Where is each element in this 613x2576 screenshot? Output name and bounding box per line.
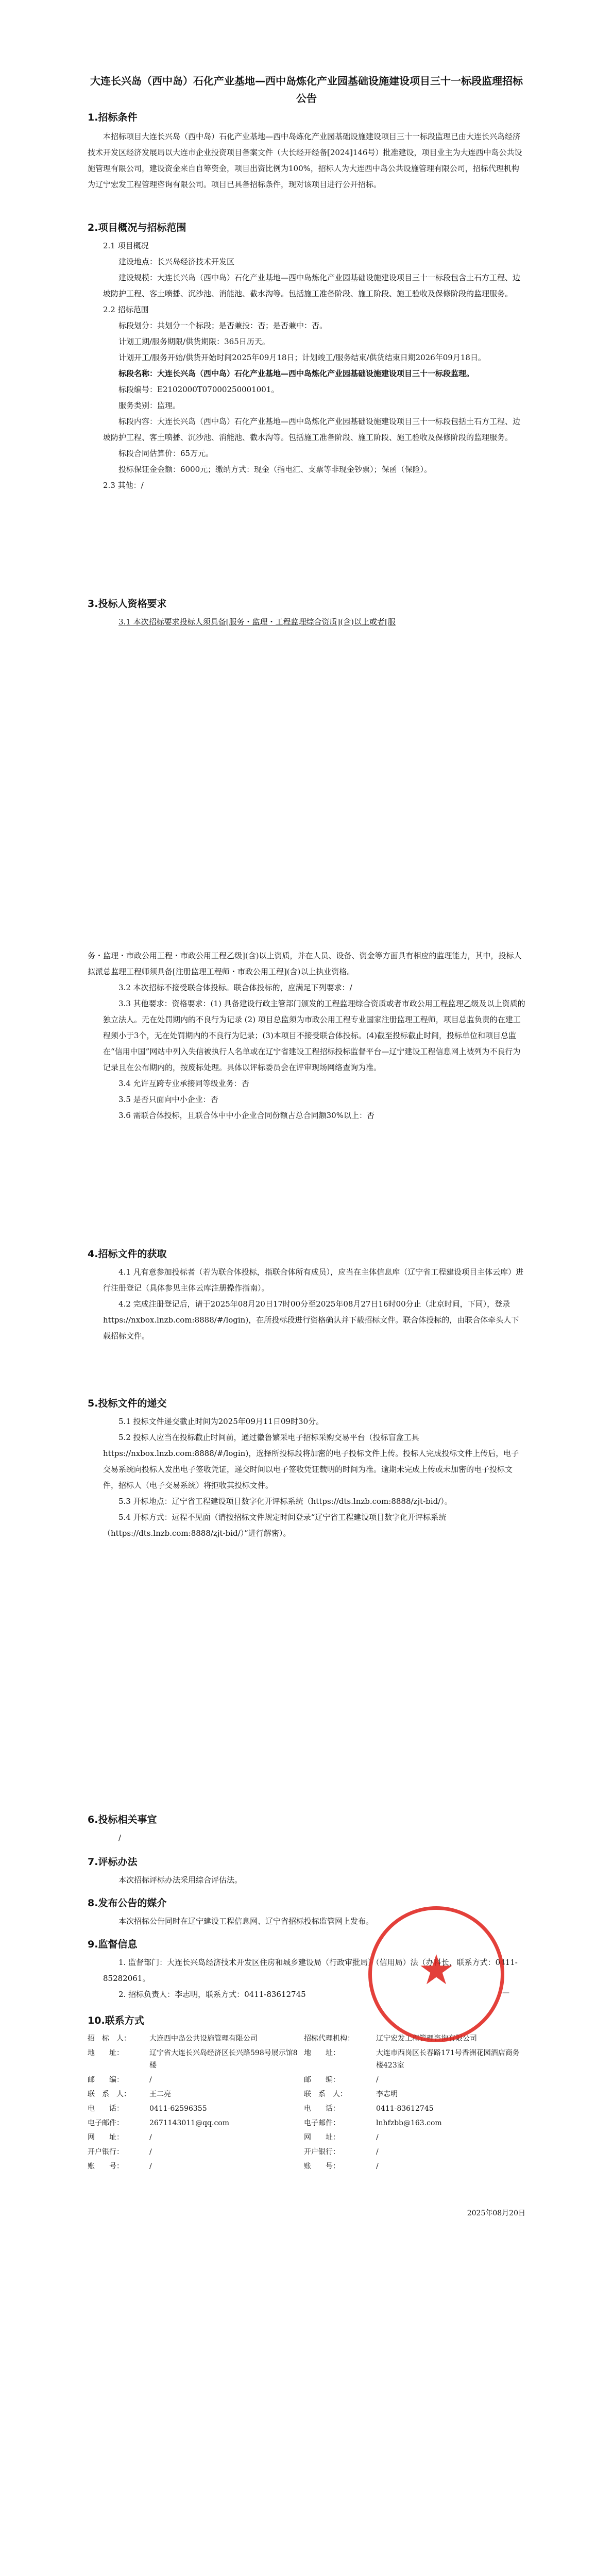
contact-label: 联 系 人： xyxy=(88,2090,131,2098)
contact-label: 邮 编： xyxy=(88,2076,124,2084)
contact-label: 电子邮件： xyxy=(88,2119,124,2127)
contact-value: / xyxy=(376,2076,379,2084)
related-matters-line: / xyxy=(118,1833,122,1842)
duration-line: 计划工期/服务期限/供货期限：365日历天。 xyxy=(118,337,270,346)
tender-conditions-text: 本招标项目大连长兴岛（西中岛）石化产业基地—西中岛炼化产业园基础设施建设项目三十一标段监理已由大连长兴岛经济技术开发区经济发展局以大连市企业投资项目备案文件（大长经开经备[2024]146号）批准建设，项目业主为大连西中岛公共设施管理有限公司，建设资金来自自筹资金，项目出资比例为100%，招标人为大连西中岛公共设施管理有限公司，招标代理机构为辽宁宏发工程管理咨询有限公司。项目已具备招标条件，现对该项目进行公开招标。 xyxy=(88,132,522,189)
contact-value: 大连市西岗区长春路171号香洲花园酒店商务楼423室 xyxy=(376,2049,520,2070)
contact-value: 辽宁省大连长兴岛经济区长兴路598号展示馆8楼 xyxy=(149,2049,298,2070)
bid-bond-line: 投标保证金金额：6000元；缴纳方式：现金（指电汇、支票等非现金钞票）；保函（保险）。 xyxy=(118,465,432,474)
section-1-body xyxy=(88,129,525,193)
lot-name-line: 标段名称：大连长兴岛（西中岛）石化产业基地—西中岛炼化产业园基础设施建设项目三十一标段监理。 xyxy=(118,369,474,378)
sme-only-line: 3.5 是否只面向中小企业：否 xyxy=(118,1095,218,1104)
contact-row xyxy=(88,2160,525,2175)
lot-division-line: 标段划分：共划分一个标段；是否兼投：否；是否兼中：否。 xyxy=(118,321,328,330)
contact-row xyxy=(88,2146,525,2160)
contact-label: 地 址： xyxy=(88,2049,124,2057)
contact-value: 0411-62596355 xyxy=(149,2105,207,2113)
qualification-line-b: 务・监理・市政公用工程・市政公用工程乙级](含)以上资质，并在人员、设备、资金等方面具有相应的监理能力，其中，投标人拟派总监理工程师须具备[注册监理工程师・市政公用工程](含)以上执业资格。 xyxy=(88,951,522,976)
deadline-line: 5.1 投标文件递交截止时间为2025年09月11日09时30分。 xyxy=(118,1417,324,1426)
contact-value: / xyxy=(149,2133,152,2142)
contact-value: lnhfzbb@163.com xyxy=(376,2119,442,2127)
contact-value: 0411-83612745 xyxy=(376,2105,434,2113)
section-6-body xyxy=(88,1830,525,1846)
section-3-body xyxy=(88,614,525,630)
download-line: 4.2 完成注册登记后，请于2025年08月20日17时00分至2025年08月27日16时00分止（北京时间，下同），登录https://nxbox.lnzb.com:8888/#/login)，在所投标段进行资格确认并下载招标文件。联合体投标的，由联合体牵头人下载招标文件。 xyxy=(103,1299,519,1341)
other-requirements-line: 3.3 其他要求：资格要求：(1) 具备建设行政主管部门颁发的工程监理综合资质或者市政公用工程监理乙级及以上资质的独立法人。无在处罚期内的不良行为记录 (2) 项目总监须为市政公用工程专业国家注册监理工程师，项目总监负责的在建工程须小于3个，无在处罚期内的不良行为记录；(3)本项目不接受联合体投标。(4)截至投标截止时间，投标单位和项目总监在“信用中国”网站中列入失信被执行人名单或在辽宁省建设工程招标投标监督平台—辽宁建设工程信息网上被列为不良行为记录且在公布期内的，按废标处理。具体以评标委员会在评审现场网络查询为准。 xyxy=(103,999,525,1072)
scale-line: 建设规模：大连长兴岛（西中岛）石化产业基地—西中岛炼化产业园基础设施建设项目三十一标段包含土石方工程、边坡防护工程、客土喷播、沉沙池、消能池、截水沟等。包括施工准备阶段、施工阶段、施工验收及保修阶段的监理服务。 xyxy=(103,273,521,298)
contact-value: / xyxy=(376,2148,379,2156)
contact-label: 网 址： xyxy=(304,2133,340,2142)
contact-value: / xyxy=(149,2162,152,2171)
scope-label: 2.2 招标范围 xyxy=(103,305,149,314)
contact-row xyxy=(88,2103,525,2117)
section-4-body xyxy=(88,1264,525,1344)
contact-label: 开户银行： xyxy=(88,2148,124,2156)
document-title: 大连长兴岛（西中岛）石化产业基地—西中岛炼化产业园基础设施建设项目三十一标段监理招标公告 xyxy=(90,75,523,105)
section-8-heading: 8.发布公告的媒介 xyxy=(88,1897,167,1909)
handwritten-signature: — xyxy=(502,1989,509,1997)
contact-label: 招标代理机构： xyxy=(304,2035,354,2043)
contact-value: / xyxy=(149,2076,152,2084)
contact-table xyxy=(88,2032,525,2175)
contact-label: 账 号： xyxy=(304,2162,340,2171)
section-4-heading: 4.招标文件的获取 xyxy=(88,1248,167,1260)
submission-line: 5.2 投标人应当在投标截止时间前，通过徽鲁繁采电子招标采购交易平台（投标盲盒工具https://nxbox.lnzb.com:8888/#/login)，选择所投标段将加密的电子投标文件上传。投标人完成投标文件上传后，电子交易系统向投标人发出电子签收凭证，递交时间以电子签收凭证载明的时间为准。逾期未完成上传或未加密的电子投标文件，招标人（电子交易系统）将拒收其投标文件。 xyxy=(103,1433,519,1490)
service-category-line: 服务类别：监理。 xyxy=(118,401,181,410)
section-2-body xyxy=(88,238,525,494)
location-line: 建设地点：长兴岛经济技术开发区 xyxy=(118,257,235,266)
contact-value: 大连西中岛公共设施管理有限公司 xyxy=(149,2035,258,2043)
announcement-page xyxy=(88,0,525,2576)
registration-line: 4.1 凡有意参加投标者（若为联合体投标，指联合体所有成员），应当在主体信息库（辽宁省工程建设项目主体云库）进行注册登记（具体参见主体云库注册操作指南）。 xyxy=(103,1267,524,1293)
section-7-heading: 7.评标办法 xyxy=(88,1856,138,1868)
section-9-heading: 9.监督信息 xyxy=(88,1939,138,1950)
other-line: 2.3 其他：/ xyxy=(103,481,144,490)
contact-label: 电 话： xyxy=(88,2105,124,2113)
section-5-heading: 5.投标文件的递交 xyxy=(88,1398,167,1409)
contact-label: 账 号： xyxy=(88,2162,124,2171)
company-seal xyxy=(368,1906,504,2042)
contact-row xyxy=(88,2131,525,2146)
contact-row xyxy=(88,2117,525,2131)
opening-location-line: 5.3 开标地点：辽宁省工程建设项目数字化开评标系统（https://dts.lnzb.com:8888/zjt-bid/）。 xyxy=(118,1497,452,1506)
contact-value: / xyxy=(376,2133,379,2142)
contact-value: 2671143011@qq.com xyxy=(149,2119,229,2127)
contact-row xyxy=(88,2088,525,2103)
contact-row xyxy=(88,2047,525,2074)
sme-share-line: 3.6 需联合体投标，且联合体中中小企业合同份额占总合同额30%以上：否 xyxy=(118,1111,374,1120)
contact-label: 网 址： xyxy=(88,2133,124,2142)
contact-label: 地 址： xyxy=(304,2049,340,2057)
schedule-line: 计划开工/服务开始/供货开始时间2025年09月18日；计划竣工/服务结束/供货结束日期2026年09月18日。 xyxy=(118,353,486,362)
lot-number-line: 标段编号：E2102000T07000250001001。 xyxy=(118,385,279,394)
section-1-heading: 1.招标条件 xyxy=(88,112,138,123)
lot-content-line: 标段内容：大连长兴岛（西中岛）石化产业基地—西中岛炼化产业园基础设施建设项目三十一标段包括土石方工程、边坡防护工程、客土喷播、沉沙池、消能池、截水沟等。包括施工准备阶段、施工阶段、施工验收及保修阶段的监理服务。 xyxy=(103,417,521,442)
seal-star-icon: ★ xyxy=(418,1946,455,1994)
project-overview-label: 2.1 项目概况 xyxy=(103,241,149,250)
contact-value: 辽宁宏发工程管理咨询有限公司 xyxy=(376,2035,477,2043)
cross-major-line: 3.4 允许互跨专业承接同等级业务：否 xyxy=(118,1079,249,1088)
evaluation-method-line: 本次招标评标办法采用综合评估法。 xyxy=(118,1875,243,1885)
section-6-heading: 6.投标相关事宜 xyxy=(88,1814,157,1825)
contract-estimate-line: 标段合同估算价：65万元。 xyxy=(118,449,214,458)
contact-label: 开户银行： xyxy=(304,2148,340,2156)
contact-label: 联 系 人： xyxy=(304,2090,347,2098)
section-10-heading: 10.联系方式 xyxy=(88,2015,144,2026)
contact-row xyxy=(88,2074,525,2088)
section-5-body xyxy=(88,1414,525,1541)
contact-value: 李志明 xyxy=(376,2090,398,2098)
media-line: 本次招标公告同时在辽宁建设工程信息网、辽宁省招标投标监管网上发布。 xyxy=(118,1917,374,1926)
opening-method-line: 5.4 开标方式：远程不见面（请按招标文件规定时间登录“辽宁省工程建设项目数字化开评标系统（https://dts.lnzb.com:8888/zjt-bid/）”进行解密）。 xyxy=(103,1513,447,1538)
section-3-heading: 3.投标人资格要求 xyxy=(88,598,167,609)
tender-contact-line: 2. 招标负责人：李志明，联系方式：0411-83612745 xyxy=(118,1990,306,1999)
contact-label: 电子邮件： xyxy=(304,2119,340,2127)
contact-value: / xyxy=(376,2162,379,2171)
supervision-line: 1. 监督部门：大连长兴岛经济技术开发区住房和城乡建设局（行政审批局）（信用局）法（办科长，联系方式：0411-85282061。 xyxy=(103,1958,518,1983)
qualification-line-a: 3.1 本次招标要求投标人须具备[服务・监理・工程监理综合资质](含)以上或者[服 xyxy=(118,617,396,626)
consortium-line: 3.2 本次招标不接受联合体投标。联合体投标的，应满足下列要求：/ xyxy=(118,983,352,992)
contact-label: 招 标 人： xyxy=(88,2035,131,2043)
section-3-body-cont xyxy=(88,948,525,1124)
contact-label: 电 话： xyxy=(304,2105,340,2113)
contact-value: / xyxy=(149,2148,152,2156)
section-7-body xyxy=(88,1872,525,1888)
contact-label: 邮 编： xyxy=(304,2076,340,2084)
publish-date: 2025年08月20日 xyxy=(467,2209,525,2217)
section-2-heading: 2.项目概况与招标范围 xyxy=(88,222,186,233)
contact-value: 王二亮 xyxy=(149,2090,171,2098)
